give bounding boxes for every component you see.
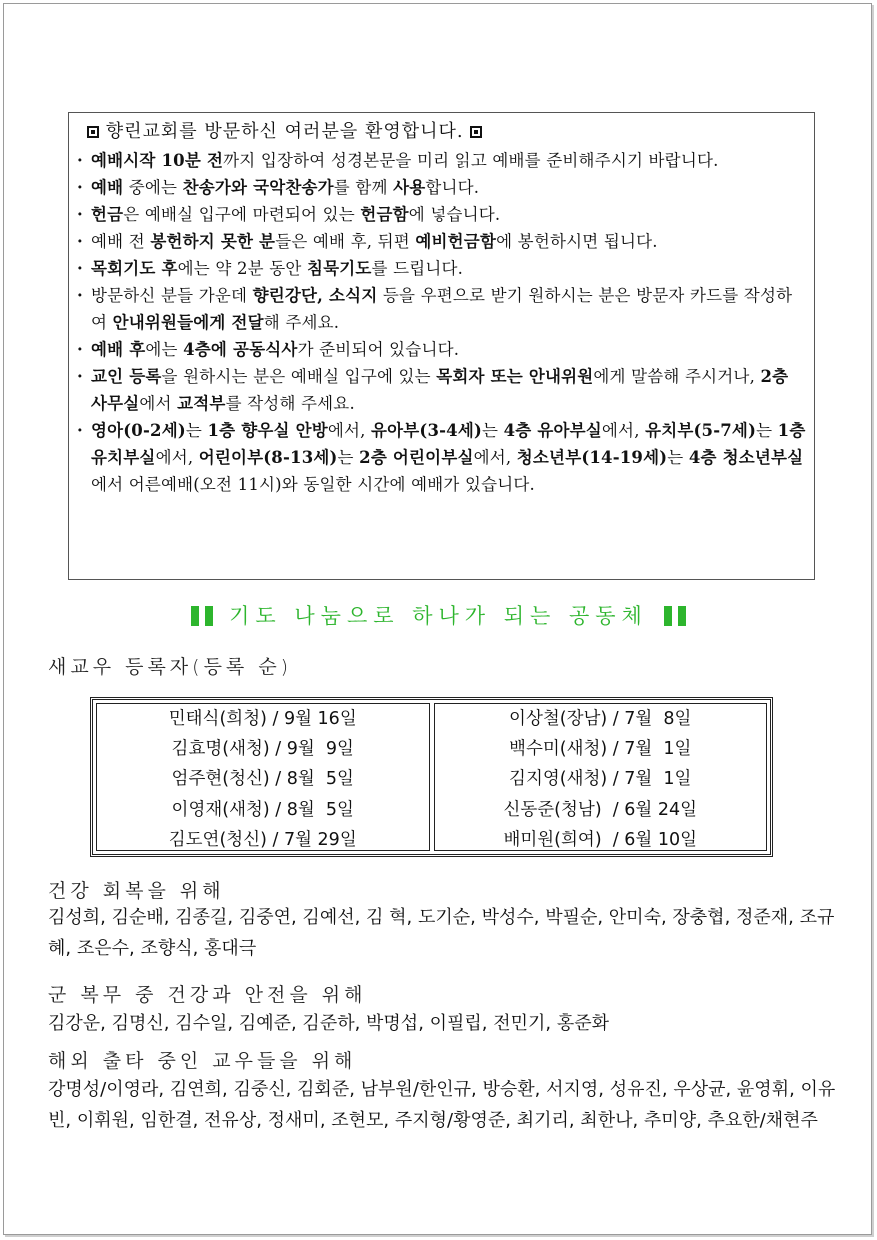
prayer-heading xyxy=(0,600,877,630)
registrants-table xyxy=(90,697,773,857)
registrant-row: 김도연(청신) / 7월 29일 xyxy=(168,829,357,850)
notice-text: 은 예배실 입구에 마련되어 있는 xyxy=(123,205,361,224)
abroad-names: 강명성/이영라, 김연희, 김중신, 김회준, 남부원/한인규, 방승환, 서지영, 성유진, 우상균, 윤영휘, 이유빈, 이휘원, 임한결, 전유상, 정새미, 조현모, 주지형/황영준, 최기리, 최한나, 추미양, 추요한/채현주 xyxy=(48,1079,836,1131)
notice-text: 해 주세요. xyxy=(263,313,340,332)
notice-emphasis: 침묵기도 xyxy=(306,259,372,278)
registrants-left-column xyxy=(96,703,430,851)
notice-text: 를 작성해 주세요. xyxy=(225,394,355,413)
green-bar-icon xyxy=(191,606,199,626)
notice-text: 에는 xyxy=(145,340,184,359)
registrant-row: 이영재(새청) / 8월 5일 xyxy=(171,799,354,820)
notice-emphasis: 1층 유치부실 xyxy=(91,421,806,467)
notice-emphasis: 헌금 xyxy=(91,205,124,224)
notice-text: 에 넣습니다. xyxy=(408,205,501,224)
notice-emphasis: 헌금함 xyxy=(360,205,409,224)
notice-text: 는 xyxy=(482,421,504,440)
square-bullet-icon xyxy=(87,126,99,138)
registrant-row: 신동준(청남) / 6월 24일 xyxy=(503,799,698,820)
notice-emphasis: 예배시작 10분 전 xyxy=(91,151,224,170)
notice-item xyxy=(77,201,808,228)
green-bar-icon xyxy=(678,606,686,626)
notice-emphasis: 목회자 또는 안내위원 xyxy=(436,367,594,386)
notice-emphasis: 유치부(5-7세) xyxy=(645,421,757,440)
registrant-row: 엄주현(청신) / 8월 5일 xyxy=(171,769,354,790)
welcome-title-row xyxy=(87,119,808,145)
notice-emphasis: 청소년부(14-19세) xyxy=(516,448,668,467)
notice-text: 에서, xyxy=(601,421,646,440)
notice-text: 에게 말씀해 주시거나, xyxy=(593,367,761,386)
notice-text: 는 xyxy=(337,448,360,467)
notice-emphasis: 목회기도 후 xyxy=(91,259,178,278)
prayer-heading-text: 기도 나눔으로 하나가 되는 공동체 xyxy=(229,604,648,628)
green-bar-icon xyxy=(664,606,672,626)
registrant-row: 백수미(새청) / 7월 1일 xyxy=(509,739,692,760)
notice-emphasis: 예배 후 xyxy=(91,340,146,359)
notice-item xyxy=(77,282,808,336)
notice-text: 를 드립니다. xyxy=(371,259,464,278)
notice-text: 는 xyxy=(185,421,208,440)
notice-emphasis: 예비헌금함 xyxy=(415,232,497,251)
welcome-title: 향린교회를 방문하신 여러분을 환영합니다. xyxy=(105,121,464,142)
notice-text: 가 준비되어 있습니다. xyxy=(297,340,460,359)
notice-item xyxy=(77,228,808,255)
notice-text: 에서 xyxy=(139,394,178,413)
notice-emphasis: 영아(0-2세) xyxy=(91,421,186,440)
notice-text: 등을 우편으로 받기 원하시는 분은 방문자 카드를 작성하여 xyxy=(91,286,793,332)
notice-emphasis: 2층 사무실 xyxy=(91,367,789,413)
notice-text: 방문하신 분들 가운데 xyxy=(91,286,253,305)
notice-text: 중에는 xyxy=(123,178,183,197)
notice-text: 들은 예배 후, 뒤편 xyxy=(275,232,416,251)
notice-item xyxy=(77,417,808,498)
notice-emphasis: 안내위원들에게 전달 xyxy=(112,313,264,332)
notice-emphasis: 사용 xyxy=(393,178,426,197)
notice-emphasis: 2층 어린이부실 xyxy=(359,448,474,467)
registrants-right-column xyxy=(434,703,768,851)
notice-text: 예배 전 xyxy=(91,232,151,251)
registrant-row: 이상철(장남) / 7월 8일 xyxy=(509,709,692,729)
notice-text: 를 함께 xyxy=(333,178,394,197)
notice-text: 에서, xyxy=(473,448,517,467)
notice-text: 에서, xyxy=(327,421,372,440)
notice-text: 에는 약 2분 동안 xyxy=(177,259,307,278)
notice-list xyxy=(77,147,808,498)
notice-emphasis: 향린강단, 소식지 xyxy=(252,286,378,305)
notice-text: 에 봉헌하시면 됩니다. xyxy=(496,232,658,251)
notice-text: 는 xyxy=(667,448,689,467)
notice-text: 까지 입장하여 성경본문을 미리 읽고 예배를 준비해주시기 바랍니다. xyxy=(223,151,719,170)
notice-emphasis: 찬송가와 국악찬송가 xyxy=(182,178,334,197)
notice-item xyxy=(77,147,808,174)
notice-text: 을 원하시는 분은 예배실 입구에 있는 xyxy=(161,367,437,386)
registrant-row: 김효명(새청) / 9월 9일 xyxy=(171,739,354,760)
notice-emphasis: 봉헌하지 못한 분 xyxy=(150,232,276,251)
notice-emphasis: 예배 xyxy=(91,178,124,197)
registrant-row: 민태식(희청) / 9월 16일 xyxy=(168,709,357,729)
military-names: 김강운, 김명신, 김수일, 김예준, 김준하, 박명섭, 이필립, 전민기, 홍준화 xyxy=(48,1013,610,1034)
notice-item xyxy=(77,336,808,363)
notice-emphasis: 어린이부(8-13세) xyxy=(198,448,338,467)
notice-item xyxy=(77,255,808,282)
notice-text: 는 xyxy=(756,421,778,440)
notice-text: 에서 어른예배(오전 11시)와 동일한 시간에 예배가 있습니다. xyxy=(91,475,535,494)
notice-emphasis: 유아부(3-4세) xyxy=(371,421,482,440)
abroad-title: 해외 출타 중인 교우들을 위해 xyxy=(48,1050,357,1072)
square-bullet-icon xyxy=(470,126,482,138)
health-title: 건강 회복을 위해 xyxy=(48,880,225,902)
notice-emphasis: 교적부 xyxy=(177,394,226,413)
notice-emphasis: 4층 유아부실 xyxy=(503,421,602,440)
notice-emphasis: 4층 청소년부실 xyxy=(688,448,804,467)
welcome-box xyxy=(68,112,815,580)
green-bar-icon xyxy=(205,606,213,626)
notice-emphasis: 교인 등록 xyxy=(91,367,162,386)
military-title: 군 복무 중 건강과 안전을 위해 xyxy=(48,984,367,1006)
registrants-title: 새교우 등록자(등록 순) xyxy=(48,656,293,678)
health-names: 김성희, 김순배, 김종길, 김중연, 김예선, 김 혁, 도기순, 박성수, 박필순, 안미숙, 장충협, 정준재, 조규혜, 조은수, 조향식, 홍대극 xyxy=(48,907,835,959)
notice-emphasis: 1층 향우실 안방 xyxy=(207,421,328,440)
notice-item xyxy=(77,363,808,417)
registrant-row: 배미원(희여) / 6월 10일 xyxy=(503,829,698,850)
notice-item xyxy=(77,174,808,201)
notice-text: 에서, xyxy=(155,448,199,467)
notice-emphasis: 4층에 공동식사 xyxy=(183,340,298,359)
registrant-row: 김지영(새청) / 7월 1일 xyxy=(509,769,692,790)
notice-text: 합니다. xyxy=(425,178,480,197)
